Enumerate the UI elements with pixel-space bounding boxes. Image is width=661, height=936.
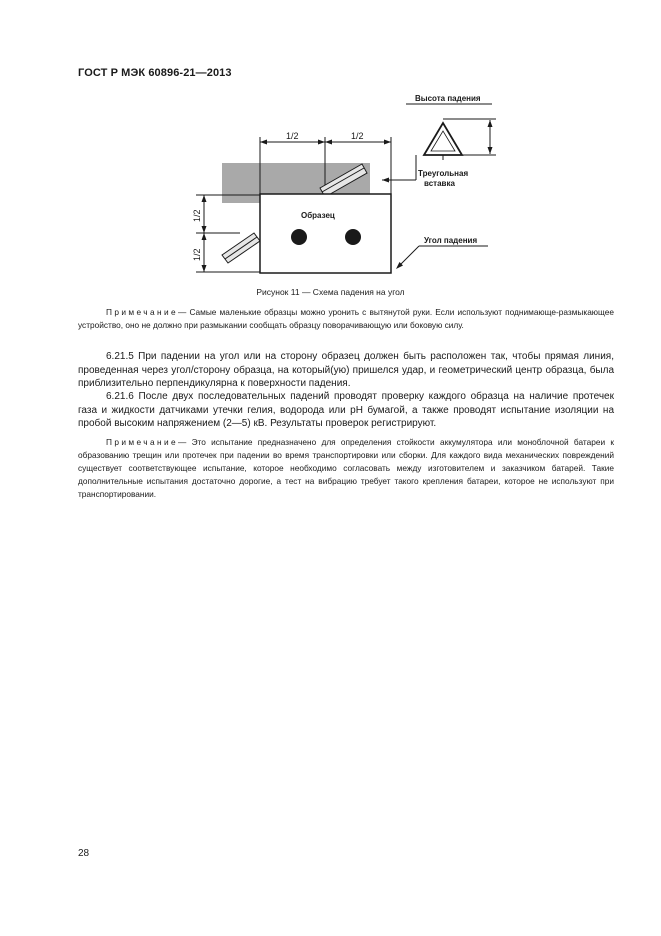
sample-body [260, 194, 391, 273]
arrow-head [202, 195, 207, 202]
document-header: ГОСТ Р МЭК 60896-21—2013 [78, 67, 232, 79]
arrow-head [202, 226, 207, 233]
dim-left-upper: 1/2 [192, 209, 202, 222]
insert-bar-lower [222, 233, 260, 263]
arrow-head [202, 233, 207, 240]
corner-drop-figure [0, 0, 661, 300]
page-number: 28 [78, 848, 90, 859]
note-label: Примечание [106, 437, 179, 447]
drop-height-label: Высота падения [415, 94, 481, 103]
terminal-right [345, 229, 361, 245]
note-1 [78, 306, 614, 332]
insert-label-line2: вставка [424, 179, 455, 188]
arrow-head [382, 178, 389, 183]
corner-leader-line [399, 246, 419, 266]
dim-left-lower: 1/2 [192, 248, 202, 261]
paragraph-6-21-6: 6.21.6 После двух последовательных падений проводят проверку каждого образца на наличие протечек газа и жидкости датчиками утечки гелия, водорода или pH бумагой, а также проводят испытание изоляции на пробой высоким напряжением (2—5) кВ. Результаты проверок регистрируют. [78, 391, 614, 429]
sample-label: Образец [301, 211, 335, 220]
insert-label-line1: Треугольная [418, 169, 469, 178]
dim-top-right: 1/2 [351, 131, 364, 141]
note-2 [78, 436, 614, 501]
corner-label: Угол падения [424, 236, 478, 245]
arrow-head [488, 147, 493, 154]
dim-top-left: 1/2 [286, 131, 299, 141]
arrow-head [384, 140, 391, 145]
figure-caption: Рисунок 11 — Схема падения на угол [256, 287, 405, 297]
arrow-head [260, 140, 267, 145]
arrow-head [325, 140, 332, 145]
note-label: Примечание [106, 307, 179, 317]
arrow-head [318, 140, 325, 145]
note-text: — Это испытание предназначено для определения стойкости аккумулятора или моноблочной батареи к образованию трещин или протечек при падении во время транспортировки или сборки. Для каждого вида механических повреждений существует соответствующее испытание, которое необходимо согласовать между изготовителем и заказчиком батарей. Такие дополнительные испытания достаточно дорогие, а тест на вибрацию требует такого крепления батареи, которое не используют при транспортировании. [78, 437, 614, 499]
arrow-head [202, 265, 207, 272]
paragraph-6-21-5: 6.21.5 При падении на угол или на сторону образец должен быть расположен так, чтобы прямая линия, проведенная через угол/сторону образца, на который(ую) пришелся удар, и геометрический центр образца, была приблизительно перпендикулярна к поверхности падения. [78, 351, 614, 389]
terminal-left [291, 229, 307, 245]
arrow-head [488, 120, 493, 127]
note-text: — Самые маленькие образцы можно уронить с вытянутой руки. Если используют поднимающе-размыкающее устройство, оно не должно при размыкании сообщать образцу поворачивающую или боковую силу. [78, 307, 614, 330]
